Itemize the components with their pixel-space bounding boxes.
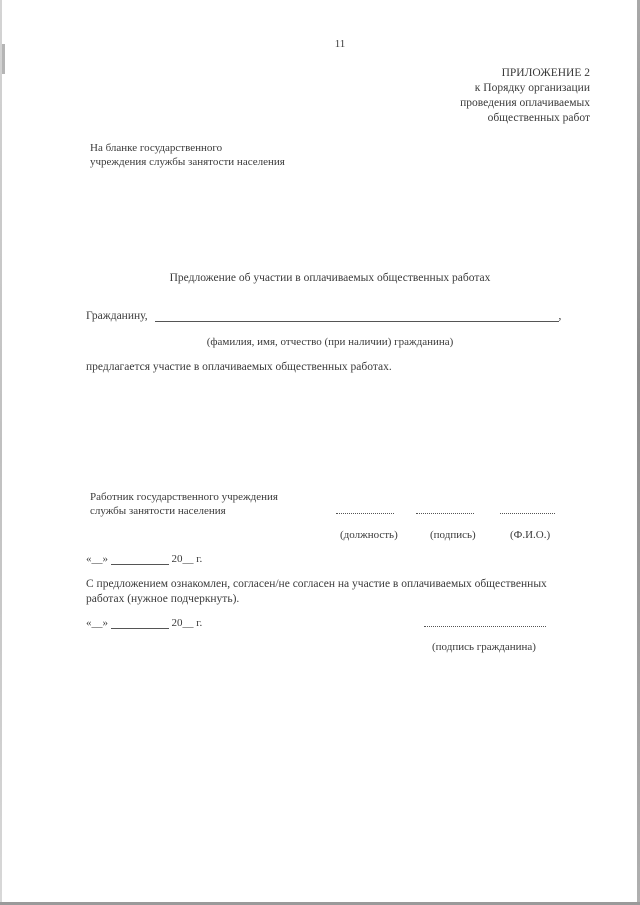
appendix-line: проведения оплачиваемых xyxy=(460,97,590,109)
worker-date-line xyxy=(86,553,202,565)
letterhead-line: На бланке государственного xyxy=(90,142,223,154)
position-caption: (должность) xyxy=(340,529,398,541)
worker-label-line: Работник государственного учреждения xyxy=(90,491,278,503)
letterhead-note xyxy=(90,141,285,169)
citizen-label: Гражданину, xyxy=(86,310,148,322)
date-month-field[interactable] xyxy=(111,619,169,629)
citizen-date-line xyxy=(86,617,202,629)
signature-field[interactable] xyxy=(416,513,474,514)
signature-caption: (подпись) xyxy=(430,529,476,541)
date-day: «__» xyxy=(86,553,108,565)
worker-label-line: службы занятости населения xyxy=(90,505,226,517)
document-title: Предложение об участии в оплачиваемых общественных работах xyxy=(169,272,491,284)
position-field[interactable] xyxy=(336,513,394,514)
date-day: «__» xyxy=(86,617,108,629)
offer-text: предлагается участие в оплачиваемых общественных работах. xyxy=(86,361,392,373)
appendix-header xyxy=(460,66,590,126)
citizen-name-hint: (фамилия, имя, отчество (при наличии) гражданина) xyxy=(206,336,454,348)
date-year-suffix: г. xyxy=(196,553,203,565)
letterhead-line: учреждения службы занятости населения xyxy=(90,156,285,168)
date-year-suffix: г. xyxy=(196,617,203,629)
scan-edge-left xyxy=(0,0,2,905)
name-field[interactable] xyxy=(500,513,555,514)
citizen-signature-field[interactable] xyxy=(424,626,546,627)
citizen-name-field[interactable] xyxy=(155,311,559,322)
appendix-line: к Порядку организации xyxy=(474,82,590,94)
date-year: 20__ xyxy=(171,553,194,565)
acknowledgement-text: С предложением ознакомлен, согласен/не согласен на участие в оплачиваемых общественных работах (нужное подчеркнуть). xyxy=(86,578,547,605)
worker-label xyxy=(90,490,278,518)
appendix-line: общественных работ xyxy=(487,112,590,124)
citizen-line xyxy=(86,310,561,322)
date-year: 20__ xyxy=(171,617,194,629)
citizen-signature-caption: (подпись гражданина) xyxy=(432,641,536,653)
page-number: 11 xyxy=(334,38,346,50)
citizen-trailing-comma: , xyxy=(558,310,562,322)
appendix-line: ПРИЛОЖЕНИЕ 2 xyxy=(501,67,590,79)
date-month-field[interactable] xyxy=(111,555,169,565)
name-caption: (Ф.И.О.) xyxy=(510,529,551,541)
